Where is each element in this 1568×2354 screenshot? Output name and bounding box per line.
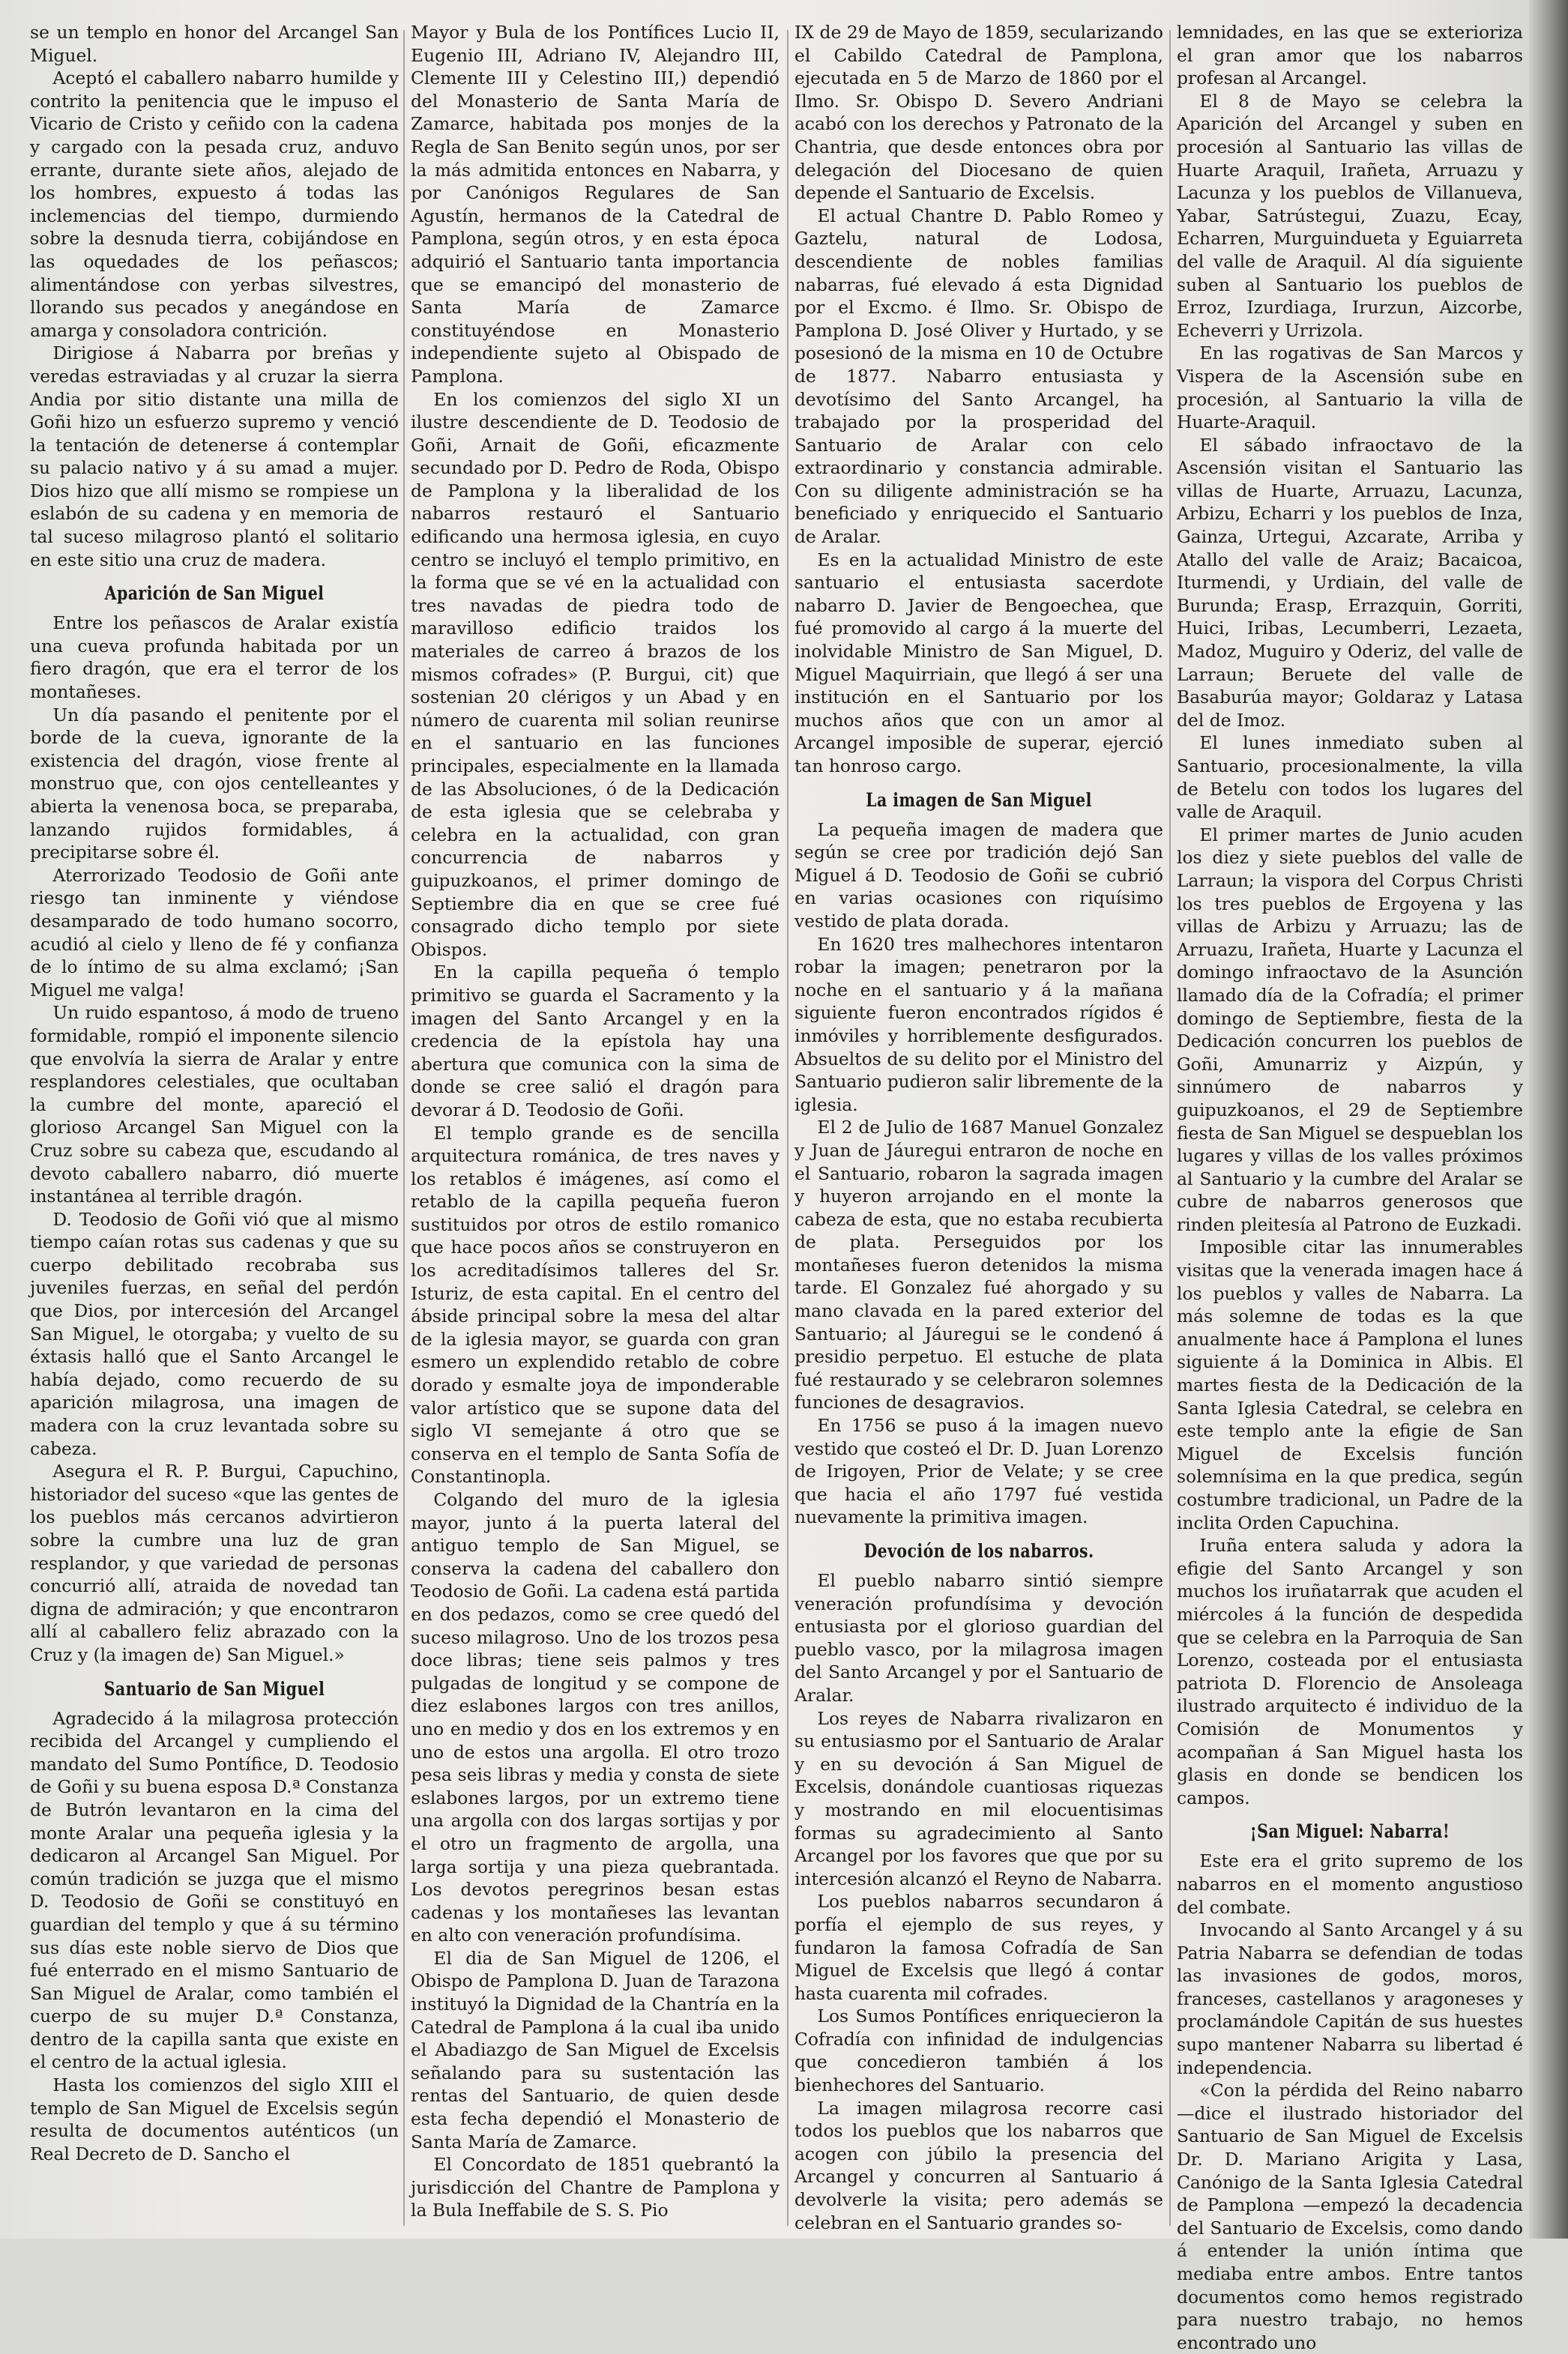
article-paragraph: La imagen milagrosa recorre casi todos los pueblos que los nabarros que acogen con júbilo la presencia del Arcangel y concurren al Santuario á devolverle la visita; pero además se celebran en el Santuario grandes so- [794,2097,1163,2233]
article-paragraph: El actual Chantre D. Pablo Romeo y Gaztelu, natural de Lodosa, descendiente de nobles familias nabarras, fué elevado á esta Dignidad por el Excmo. é Ilmo. Sr. Obispo de Pamplona D. José Oliver y Hurtado, y se posesionó de la misma en 10 de Octubre de 1877. Nabarro entusiasta y devotísimo del Santo Arcangel, ha trabajado por la prosperidad del Santuario de Aralar con celo extraordinario y constancia admirable. Con su diligente administración se ha beneficiado y enriquecido el Santuario de Aralar. [794,205,1163,548]
article-paragraph: En los comienzos del siglo XI un ilustre descendiente de D. Teodosio de Goñi, Arnait de Goñi, eficazmente secundado por D. Pedro de Roda, Obispo de Pamplona y la liberalidad de los nabarros restauró el Santuario edificando una hermosa iglesia, en cuyo centro se incluyó el templo primitivo, en la forma que se vé en la actualidad con tres navadas de piedra todo de maravilloso edificio traidos los materiales de carreo á brazos de los mismos cofrades» (P. Burgui, cit) que sostenian 20 clérigos y un Abad y en número de cuarenta mil solian reunirse en el santuario en las funciones principales, especialmente en la llamada de las Absoluciones, ó de la Dedicación de esta iglesia que se celebraba y celebra en la actualidad, con gran concurrencia de nabarros y guipuzkoanos, el primer domingo de Septiembre dia en que se cree fué consagrado dicho templo por siete Obispos. [411,388,780,960]
column-rule [403,30,405,2226]
column-rule [1169,30,1171,2226]
article-paragraph: El lunes inmediato suben al Santuario, procesionalmente, la villa de Betelu con todos los lugares del valle de Araquil. [1177,732,1523,823]
article-paragraph: Agradecido á la milagrosa protección recibida del Arcangel y cumpliendo el mandato del Sumo Pontífice, D. Teodosio de Goñi y su buena esposa D.ª Constanza de Butrón levantaron en la cima del monte Aralar una pequeña iglesia y la dedicaron al Arcangel San Miguel. Por común tradición se juzga que el mismo D. Teodosio de Goñi se constituyó en guardian del templo y que á su término sus días este noble siervo de Dios que fué enterrado en el mismo Santuario de San Miguel de Aralar, como también el cuerpo de su mujer D.ª Constanza, dentro de la capilla santa que existe en el centro de la actual iglesia. [30,1707,399,2073]
article-paragraph: Entre los peñascos de Aralar existía una cueva profunda habitada por un fiero dragón, que era el terror de los montañeses. [30,612,399,703]
article-paragraph: IX de 29 de Mayo de 1859, secularizando el Cabildo Catedral de Pamplona, ejecutada en 5 de Marzo de 1860 por el Ilmo. Sr. Obispo D. Severo Andriani acabó con los derechos y Patronato de la Chantria, que desde entonces obra por delegación del Diocesano de quien depende el Santuario de Excelsis. [794,22,1163,204]
article-paragraph: El 8 de Mayo se celebra la Aparición del Arcangel y suben en procesión al Santuario las villas de Huarte Araquil, Irañeta, Arruazu y Lacunza y los pueblos de Villanueva, Yabar, Satrústegui, Zuazu, Ecay, Echarren, Murguindueta y Eguiarreta del valle de Araquil. Al día siguiente suben al Santuario los pueblos de Erroz, Izurdiaga, Irurzun, Aizcorbe, Echeverri y Urrizola. [1177,90,1523,341]
article-paragraph: Los Sumos Pontífices enriquecieron la Cofradía con infinidad de indulgencias que concedieron también á los bienhechores del Santuario. [794,2006,1163,2096]
section-heading: Aparición de San Miguel [104,582,325,605]
article-paragraph: Aterrorizado Teodosio de Goñi ante riesgo tan inminente y viéndose desamparado de todo humano socorro, acudió al cielo y lleno de fé y confianza de lo íntimo de su alma exclamó; ¡San Miguel me valga! [30,864,399,1001]
article-paragraph: Un día pasando el penitente por el borde de la cueva, ignorante de la existencia del dragón, viose frente al monstruo que, con ojos centelleantes y abierta la venenosa boca, se preparaba, lanzando rujidos formidables, á precipitarse sobre él. [30,704,399,863]
article-column-1 [30,21,399,2224]
article-column-4 [1177,21,1523,2353]
article-paragraph: El sábado infraoctavo de la Ascensión visitan el Santuario las villas de Huarte, Arruazu, Lacunza, Arbizu, Echarri y los pueblos de Inza, Gainza, Urtegui, Azcarate, Arriba y Atallo del valle de Araiz; Bacaicoa, Iturmendi, y Urdiain, del valle de Burunda; Erasp, Errazquin, Gorriti, Huici, Iribas, Lecumberri, Lezaeta, Madoz, Muguiro y Oderiz, del valle de Larraun; Beruete del valle de Basaburúa mayor; Goldaraz y Latasa del de Imoz. [1177,434,1523,731]
article-paragraph: Asegura el R. P. Burgui, Capuchino, historiador del suceso «que las gentes de los pueblos más cercanos advirtieron sobre la cumbre una luz de gran resplandor, y que variedad de personas concurrió allí, atraida de novedad tan digna de admiración; y que encontraron allí al caballero feliz abrazado con la Cruz y (la imagen de) San Miguel.» [30,1461,399,1665]
article-paragraph: Aceptó el caballero nabarro humilde y contrito la penitencia que le impuso el Vicario de Cristo y ceñido con la cadena y cargado con la pesada cruz, anduvo errante, durante siete años, alejado de los hombres, expuesto á todas las inclemencias del tiempo, durmiendo sobre la desnuda tierra, cobijándose en las oquedades de los peñascos; alimentándose con yerbas silvestres, llorando sus pecados y anegándose en amarga y consoladora contrición. [30,67,399,341]
article-paragraph: La pequeña imagen de madera que según se cree por tradición dejó San Miguel á D. Teodosio de Goñi se cubrió en varias ocasiones con riquísimo vestido de plata dorada. [794,818,1163,932]
column-rule [787,30,788,2226]
section-heading: ¡San Miguel: Nabarra! [1249,1820,1450,1843]
article-paragraph: Es en la actualidad Ministro de este santuario el entusiasta sacerdote nabarro D. Javier de Bengoechea, que fué promovido al cargo á la muerte del inolvidable Ministro de San Miguel, D. Miguel Maquirriain, que llegó á ser una institución en el Santuario por los muchos años que con un amor al Arcangel imposible de superar, ejerció tan honroso cargo. [794,549,1163,776]
article-paragraph: En 1756 se puso á la imagen nuevo vestido que costeó el Dr. D. Juan Lorenzo de Irigoyen, Prior de Velate; y se cree que hacia el año 1797 fué vestida nuevamente la primitiva imagen. [794,1415,1163,1528]
article-paragraph: El pueblo nabarro sintió siempre veneración profundísima y devoción entusiasta por el glorioso guardian del pueblo vasco, por la milagrosa imagen del Santo Arcangel y por el Santuario de Aralar. [794,1570,1163,1706]
page-fold-shadow [1529,0,1568,2239]
article-paragraph: El templo grande es de sencilla arquitectura románica, de tres naves y los retablos é imágenes, así como el retablo de la capilla pequeña fueron sustituidos por otros de estilo romanico que hace pocos años se construyeron en los acreditadísimos talleres del Sr. Isturiz, de esta capital. En el centro del ábside principal sobre la mesa del altar de la iglesia mayor, se guarda con gran esmero un explendido retablo de cobre dorado y esmalte joya de imponderable valor artístico que se supone data del siglo VI semejante á otro que se conserva en el templo de Santa Sofía de Constantinopla. [411,1122,780,1488]
article-paragraph: se un templo en honor del Arcangel San Miguel. [30,22,399,66]
article-paragraph: lemnidades, en las que se exterioriza el gran amor que los nabarros profesan al Arcangel. [1177,22,1523,89]
article-paragraph: D. Teodosio de Goñi vió que al mismo tiempo caían rotas sus cadenas y que su cuerpo debilitado recobraba sus juveniles fuerzas, en señal del perdón que Dios, por intercesión del Arcangel San Miguel, le otorgaba; y vuelto de su éxtasis halló que el Santo Arcangel le había dejado, como recuerdo de su aparición milagrosa, una imagen de madera con la cruz levantada sobre su cabeza. [30,1208,399,1459]
article-paragraph: «Con la pérdida del Reino nabarro —dice el ilustrado historiador del Santuario de San Miguel de Excelsis Dr. D. Mariano Arigita y Lasa, Canónigo de la Santa Iglesia Catedral de Pamplona —empezó la decadencia del Santuario de Excelsis, como dando á entender la unión íntima que mediaba entre ambos. Entre tantos documentos como hemos registrado para nuestro trabajo, no hemos encontrado uno [1177,2080,1523,2353]
article-paragraph: El Concordato de 1851 quebrantó la jurisdicción del Chantre de Pamplona y la Bula Ineffabile de S. S. Pio [411,2154,780,2221]
article-column-2 [411,21,780,2224]
article-paragraph: En 1620 tres malhechores intentaron robar la imagen; penetraron por la noche en el santuario y á la mañana siguiente fueron encontrados rígidos é inmóviles y horriblemente desfigurados. Absueltos de su delito por el Ministro del Santuario pudieron salir libremente de la iglesia. [794,933,1163,1115]
article-paragraph: Mayor y Bula de los Pontífices Lucio II, Eugenio III, Adriano IV, Alejandro III, Clemente III y Celestino III,) dependió del Monasterio de Santa María de Zamarce, habitada pos monjes de la Regla de San Benito según unos, por ser la más admitida entonces en Nabarra, y por Canónigos Regulares de San Agustín, hermanos de la Catedral de Pamplona, según otros, y en esta época adquirió el Santuario tanta importancia que se emancipó del monasterio de Santa María de Zamarce constituyéndose en Monasterio independiente sujeto al Obispado de Pamplona. [411,22,780,387]
section-heading: Santuario de San Miguel [103,1677,325,1700]
article-paragraph: En las rogativas de San Marcos y Vispera de la Ascensión sube en procesión, al Santuario la villa de Huarte-Araquil. [1177,342,1523,433]
article-paragraph: Hasta los comienzos del siglo XIII el templo de San Miguel de Excelsis según resulta de documentos auténticos (un Real Decreto de D. Sancho el [30,2074,399,2164]
article-paragraph: Invocando al Santo Arcangel y á su Patria Nabarra se defendian de todas las invasiones de godos, moros, franceses, castellanos y aragoneses y proclamándole Capitán de sus huestes supo mantener Nabarra su libertad é independencia. [1177,1919,1523,2078]
article-paragraph: Este era el grito supremo de los nabarros en el momento angustioso del combate. [1177,1850,1523,1918]
section-heading: Devoción de los nabarros. [863,1540,1094,1562]
article-paragraph: El primer martes de Junio acuden los diez y siete pueblos del valle de Larraun; la vispora del Corpus Christi los tres pueblos de Ergoyena y las villas de Arbizu y Arruazu; las de Arruazu, Irañeta, Huarte y Lacunza el domingo infraoctavo de la Asunción llamado día de la Cofradía; el primer domingo de Septiembre, fiesta de la Dedicación concurren los pueblos de Goñi, Amunarriz y Aizpún, y sinnúmero de nabarros y guipuzkoanos, el 29 de Septiembre fiesta de San Miguel se despueblan los lugares y villas de los valles próximos al Santuario y la cumbre del Aralar se cubre de nabarros generosos que rinden pleitesía al Patrono de Euzkadi. [1177,824,1523,1235]
article-paragraph: Imposible citar las innumerables visitas que la venerada imagen hace á los pueblos y valles de Nabarra. La más solemne de todas es la que anualmente hace á Pamplona el lunes siguiente á la Dominica in Albis. El martes fiesta de la Dedicación de la Santa Iglesia Catedral, se celebra en este templo ante la efigie de San Miguel de Excelsis función solemnísima en la que predica, según costumbre tradicional, un Padre de la inclita Orden Capuchina. [1177,1237,1523,1533]
article-paragraph: Iruña entera saluda y adora la efigie del Santo Arcangel y son muchos los iruñatarrak que acuden el miércoles á la función de despedida que se celebra en la Parroquia de San Lorenzo, costeada por el entusiasta patriota D. Florencio de Ansoleaga ilustrado arquitecto é individuo de la Comisión de Monumentos y acompañan á San Miguel hasta los glasis en donde se bendicen los campos. [1177,1535,1523,1808]
article-paragraph: Los pueblos nabarros secundaron á porfía el ejemplo de sus reyes, y fundaron la famosa Cofradía de San Miguel de Excelsis que llegó á contar hasta cuarenta mil cofrades. [794,1891,1163,2004]
article-paragraph: El 2 de Julio de 1687 Manuel Gonzalez y Juan de Jáuregui entraron de noche en el Santuario, robaron la sagrada imagen y huyeron arrojando en el monte la cabeza de esta, que no estaba recubierta de plata. Perseguidos por los montañeses fueron detenidos la misma tarde. El Gonzalez fué ahorgado y su mano clavada en la pared exterior del Santuario; al Jáuregui se le condenó á presidio perpetuo. El estuche de plata fué restaurado y se celebraron solemnes funciones de desagravios. [794,1117,1163,1413]
article-column-3 [794,21,1163,2233]
article-paragraph: En la capilla pequeña ó templo primitivo se guarda el Sacramento y la imagen del Santo Arcangel y en la credencia de la epístola hay una abertura que comunica con la sima de donde se cree salió el dragón para devorar á D. Teodosio de Goñi. [411,962,780,1120]
article-paragraph: Dirigiose á Nabarra por breñas y veredas estraviadas y al cruzar la sierra Andia por sitio distante una milla de Goñi hizo un esfuerzo supremo y venció la tentación de detenerse á contemplar su palacio nativo y á su amad a mujer. Dios hizo que allí mismo se rompiese un eslabón de su cadena y en memoria de tal suceso milagroso plantó el solitario en este sitio una cruz de madera. [30,342,399,570]
article-paragraph: Colgando del muro de la iglesia mayor, junto á la puerta lateral del antiguo templo de San Miguel, se conserva la cadena del caballero don Teodosio de Goñi. La cadena está partida en dos pedazos, como se cree quedó del suceso milagroso. Uno de los trozos pesa doce libras; tiene seis palmos y tres pulgadas de longitud y se compone de diez eslabones largos con tres anillos, uno en medio y dos en los extremos y en uno de estos una argolla. El otro trozo pesa seis libras y media y consta de siete eslabones largos, por un extremo tiene una argolla con dos largas sortijas y por el otro un fragmento de argolla, una larga sortija y una pieza quebrantada. Los devotos peregrinos besan estas cadenas y los montañeses las levantan en alto con veneración profundísima. [411,1489,780,1946]
article-paragraph: El dia de San Miguel de 1206, el Obispo de Pamplona D. Juan de Tarazona instituyó la Dignidad de la Chantría en la Catedral de Pamplona á la cual iba unido el Abadiazgo de San Miguel de Excelsis señalando para su sustentación las rentas del Santuario, de quien desde esta fecha dependió el Monasterio de Santa María de Zamarce. [411,1947,780,2152]
article-paragraph: Un ruido espantoso, á modo de trueno formidable, rompió el imponente silencio que envolvía la sierra de Aralar y entre resplandores celestiales, que ocultaban la cumbre del monte, apareció el glorioso Arcangel San Miguel con la Cruz sobre su cabeza que, escudando al devoto caballero nabarro, dió muerte instantánea al terrible dragón. [30,1002,399,1207]
section-heading: La imagen de San Miguel [866,788,1092,811]
article-paragraph: Los reyes de Nabarra rivalizaron en su entusiasmo por el Santuario de Aralar y en su devoción á San Miguel de Excelsis, donándole cuantiosas riquezas y mostrando en mil elocuentisimas formas su agradecimiento al Santo Arcangel por los favores que que por su intercesión alcanzó el Reyno de Nabarra. [794,1707,1163,1889]
